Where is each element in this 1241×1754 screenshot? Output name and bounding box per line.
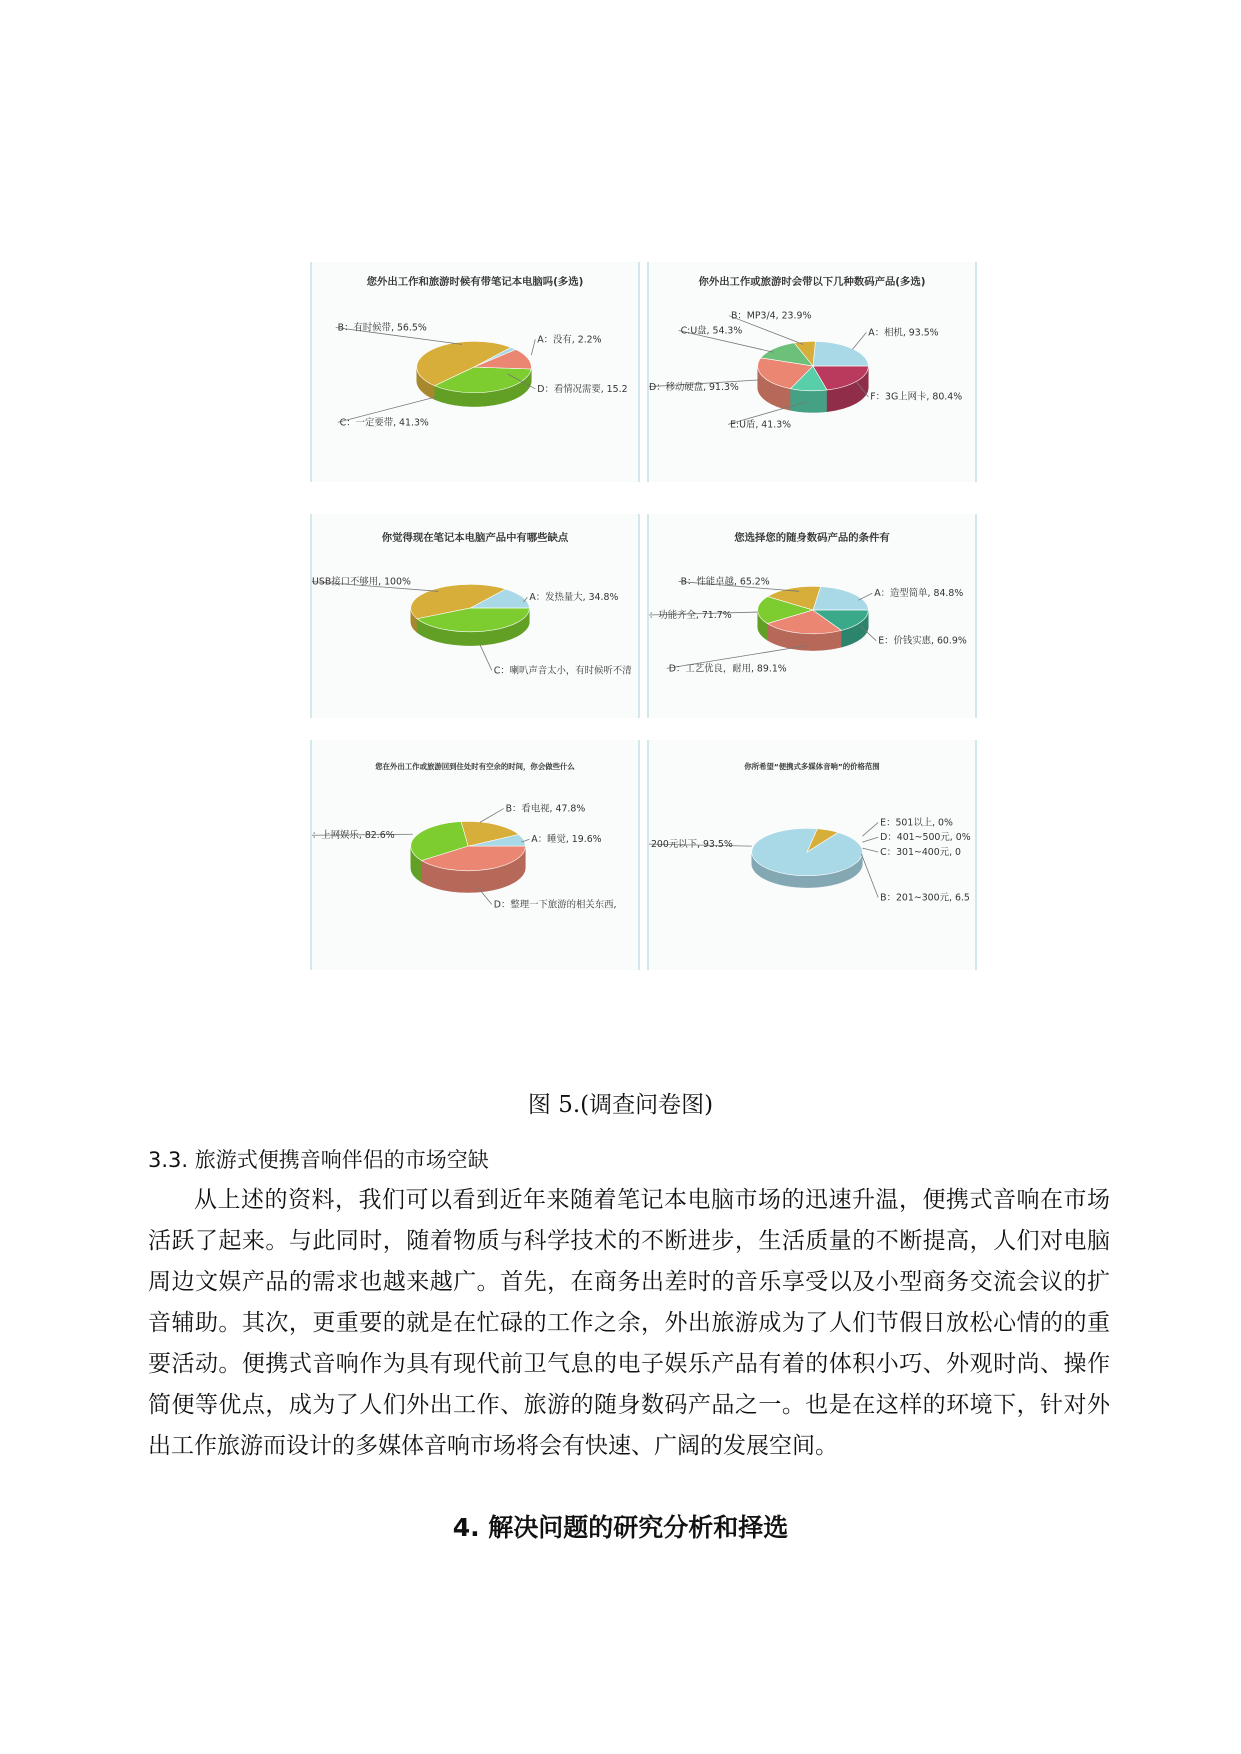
pie-chart <box>312 514 638 718</box>
chart-panel-laptop-carry <box>310 262 640 482</box>
chart-title: 你觉得现在笔记本电脑产品中有哪些缺点 <box>381 531 569 544</box>
slice-label: B：性能卓越, 65.2% <box>680 576 770 588</box>
chart-title: 您选择您的随身数码产品的条件有 <box>734 531 890 544</box>
chart-title: 您在外出工作或旅游回到住处时有空余的时间，你会做些什么 <box>375 762 575 772</box>
chart-panel-spare-time <box>310 740 640 970</box>
chart-title: 你所希望“便携式多媒体音响”的价格范围 <box>744 762 880 772</box>
chart-panel-purchase-criteria <box>647 514 977 718</box>
slice-label: C：喇叭声音太小，有时候听不清 <box>493 665 632 677</box>
slice-label: D：看情况需要, 15.2 <box>537 383 628 395</box>
slice-label: E：501以上, 0% <box>880 817 953 829</box>
slice-label: F：3G上网卡, 80.4% <box>870 391 963 403</box>
slice-label: B：有时候带, 56.5% <box>337 322 427 334</box>
chart-panel-price-range <box>647 740 977 970</box>
slice-label: C:U盘, 54.3% <box>680 325 743 337</box>
slice-label: USB接口不够用, 100% <box>312 576 411 588</box>
slice-label: E:U盾, 41.3% <box>730 419 792 431</box>
section-heading-3-3: 3.3. 旅游式便携音响伴侣的市场空缺 <box>148 1148 489 1172</box>
survey-charts-figure <box>310 262 986 970</box>
slice-label: D：整理一下旅游的相关东西, <box>493 899 617 911</box>
pie-chart <box>649 514 975 718</box>
chart-title: 您外出工作和旅游时候有带笔记本电脑吗(多选) <box>366 276 584 289</box>
slice-label: B：MP3/4, 23.9% <box>730 310 812 322</box>
pie-slice-side <box>791 389 827 413</box>
leader-line <box>853 332 867 349</box>
slice-label: A：没有, 2.2% <box>537 334 602 346</box>
leader-line <box>862 822 878 836</box>
chart-title: 你外出工作或旅游时会带以下几种数码产品(多选) <box>698 276 926 289</box>
chart-panel-laptop-shortcomings <box>310 514 640 718</box>
slice-label: A：发热量大, 34.8% <box>529 592 619 604</box>
slice-label: ：上网娱乐, 82.6% <box>312 830 395 842</box>
slice-label: ：功能齐全, 71.7% <box>649 609 732 621</box>
leader-line <box>858 593 872 600</box>
pie-slice <box>813 341 868 366</box>
pie-slice <box>813 587 868 610</box>
slice-label: 200元以下, 93.5% <box>650 839 733 851</box>
leader-line <box>480 809 504 823</box>
slice-label: E：价钱实惠, 60.9% <box>878 635 967 647</box>
pie-chart <box>649 740 975 970</box>
leader-line <box>862 837 878 842</box>
slice-label: A：相机, 93.5% <box>868 327 939 339</box>
leader-line <box>480 645 492 671</box>
slice-label: D：移动硬盘, 91.3% <box>649 381 739 393</box>
pie-chart <box>312 262 638 482</box>
leader-line <box>861 854 878 897</box>
slice-label: A：睡觉, 19.6% <box>531 834 602 846</box>
pie-chart <box>312 740 638 970</box>
slice-label: B：201~300元, 6.5 <box>880 892 970 904</box>
slice-label: C：301~400元, 0 <box>880 847 962 858</box>
chart-panel-digital-products <box>647 262 977 482</box>
slice-label: D：401~500元, 0% <box>880 832 971 844</box>
slice-label: B：看电视, 47.8% <box>505 803 586 815</box>
slice-label: A：造型简单, 84.8% <box>874 588 964 600</box>
pie-chart <box>649 262 975 482</box>
leader-line <box>531 339 535 355</box>
slice-label: D：工艺优良，耐用, 89.1% <box>668 663 787 675</box>
body-paragraph: 从上述的资料，我们可以看到近年来随着笔记本电脑市场的迅速升温，便携式音响在市场活跃了起来。与此同时，随着物质与科学技术的不断进步，生活质量的不断提高，人们对电脑周边文娱产品的需求也越来越广。首先，在商务出差时的音乐享受以及小型商务交流会议的扩音辅助。其次，更重要的就是在忙碌的工作之余，外出旅游成为了人们节假日放松心情的的重要活动。便携式音响作为具有现代前卫气息的电子娱乐产品有着的体积小巧、外观时尚、操作简便等优点，成为了人们外出工作、旅游的随身数码产品之一。也是在这样的环境下，针对外出工作旅游而设计的多媒体音响市场将会有快速、广阔的发展空间。 <box>148 1187 1110 1459</box>
section-heading-4: 4. 解决问题的研究分析和择选 <box>452 1513 789 1542</box>
slice-label: C：一定要带, 41.3% <box>339 417 429 429</box>
figure-caption: 图 5.(调查问卷图) <box>527 1092 714 1118</box>
leader-line <box>862 848 878 852</box>
